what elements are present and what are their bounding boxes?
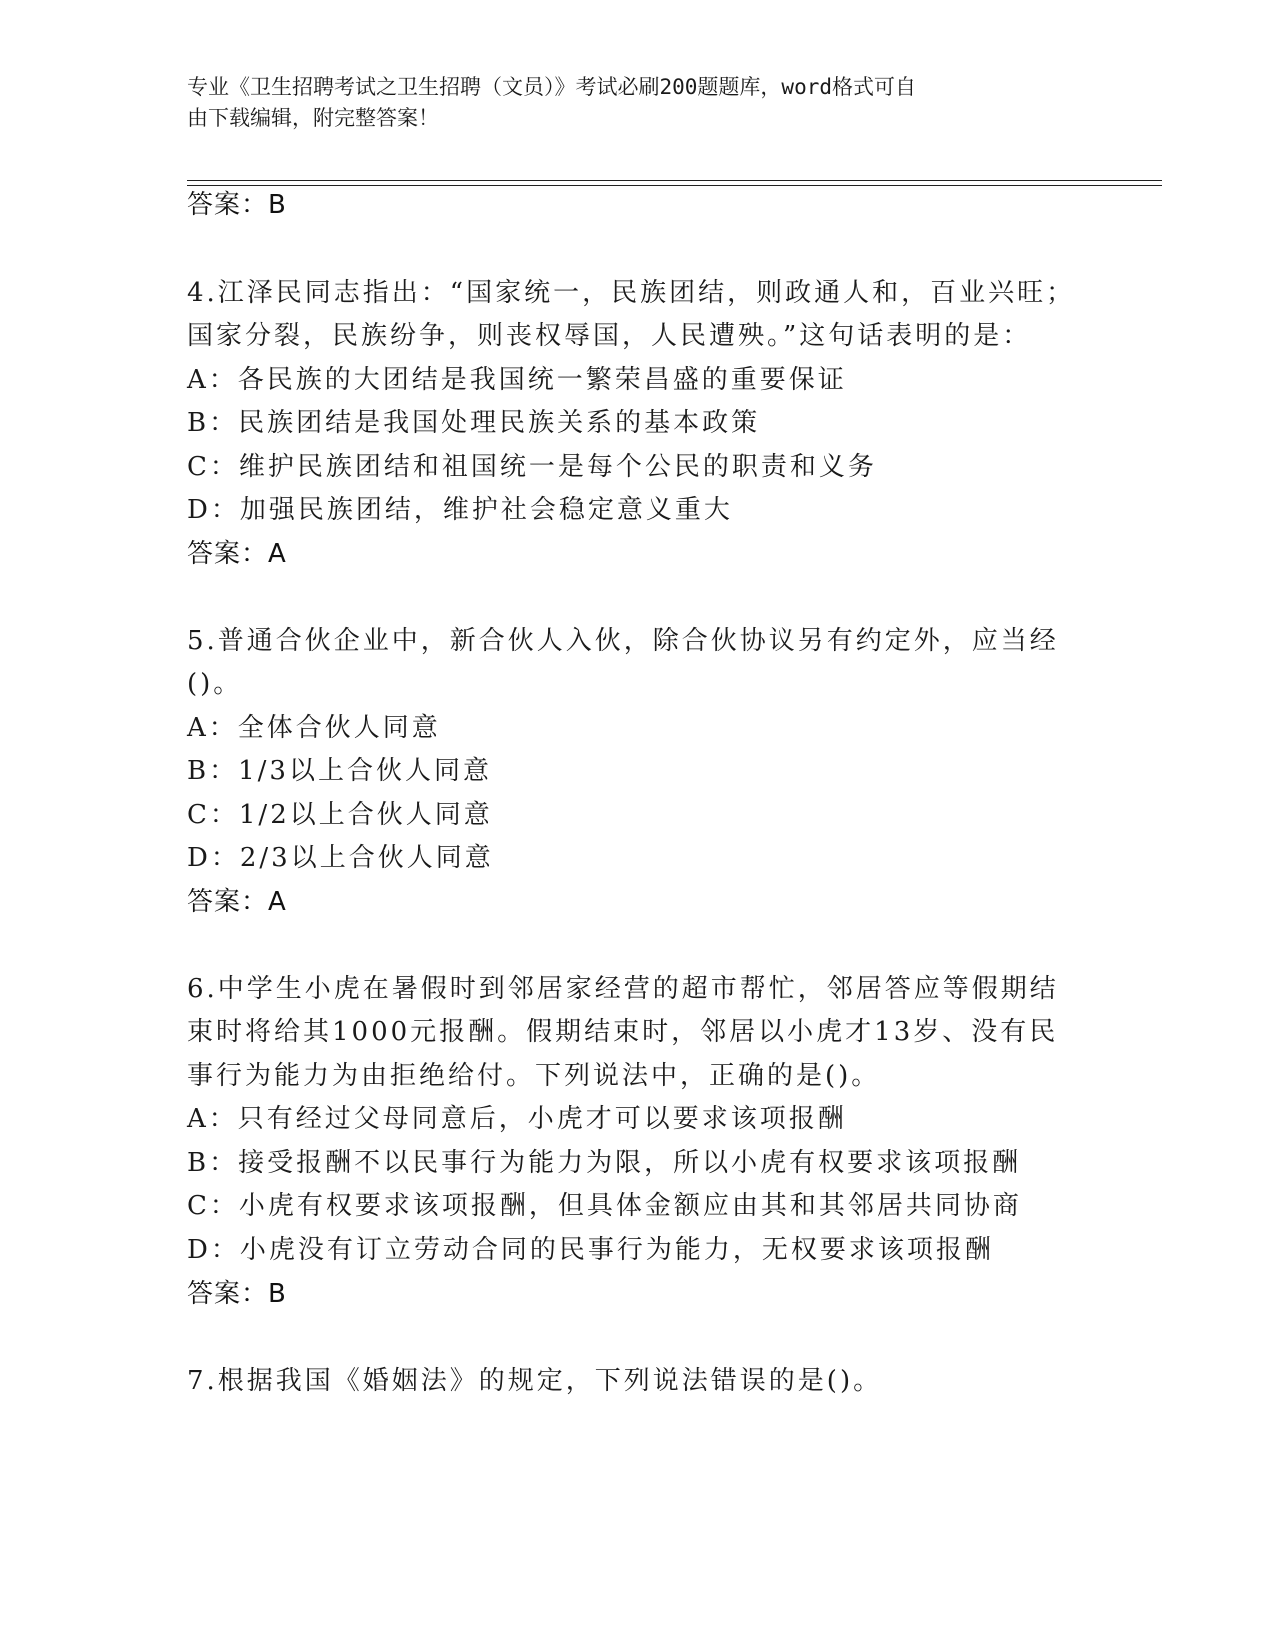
answer-q3: 答案：B <box>187 190 287 220</box>
question-4-option-d: D：加强民族团结，维护社会稳定意义重大 <box>187 495 733 525</box>
question-5-stem-line-2: ()。 <box>187 669 243 699</box>
question-5-option-b: B：1/3以上合伙人同意 <box>187 756 492 786</box>
question-5-stem-line-1: 5.普通合伙企业中，新合伙人入伙，除合伙协议另有约定外，应当经 <box>187 626 1059 656</box>
answer-q4: 答案：A <box>187 539 287 569</box>
question-4-option-a: A：各民族的大团结是我国统一繁荣昌盛的重要保证 <box>187 365 847 395</box>
question-6-stem-line-3: 事行为能力为由拒绝给付。下列说法中，正确的是()。 <box>187 1061 881 1091</box>
question-6-option-c: C：小虎有权要求该项报酬，但具体金额应由其和其邻居共同协商 <box>187 1191 1022 1221</box>
question-7-stem-line-1: 7.根据我国《婚姻法》的规定，下列说法错误的是()。 <box>187 1366 883 1396</box>
header-line-2: 由下载编辑，附完整答案！ <box>187 106 439 130</box>
header-line-1: 专业《卫生招聘考试之卫生招聘（文员）》考试必刷200题题库，word格式可自 <box>187 75 916 99</box>
question-6-stem-line-2: 束时将给其1000元报酬。假期结束时，邻居以小虎才13岁、没有民 <box>187 1017 1059 1047</box>
question-4-stem-line-1: 4.江泽民同志指出：“国家统一，民族团结，则政通人和，百业兴旺； <box>187 278 1076 308</box>
question-6-stem-line-1: 6.中学生小虎在暑假时到邻居家经营的超市帮忙，邻居答应等假期结 <box>187 974 1059 1004</box>
question-4-option-b: B：民族团结是我国处理民族关系的基本政策 <box>187 408 761 438</box>
question-6-option-d: D：小虎没有订立劳动合同的民事行为能力，无权要求该项报酬 <box>187 1235 994 1265</box>
answer-q5: 答案：A <box>187 887 287 917</box>
document-header <box>187 72 1087 134</box>
question-4-stem-line-2: 国家分裂，民族纷争，则丧权辱国，人民遭殃。”这句话表明的是： <box>187 321 1032 351</box>
header-divider-bottom <box>187 185 1162 186</box>
question-6-option-a: A：只有经过父母同意后，小虎才可以要求该项报酬 <box>187 1104 847 1134</box>
question-5-option-d: D：2/3以上合伙人同意 <box>187 843 494 873</box>
question-5-option-c: C：1/2以上合伙人同意 <box>187 800 493 830</box>
question-5-option-a: A：全体合伙人同意 <box>187 713 441 743</box>
header-divider-top <box>187 180 1162 181</box>
answer-q6: 答案：B <box>187 1279 287 1309</box>
question-6-option-b: B：接受报酬不以民事行为能力为限，所以小虎有权要求该项报酬 <box>187 1148 1022 1178</box>
question-4-option-c: C：维护民族团结和祖国统一是每个公民的职责和义务 <box>187 452 877 482</box>
